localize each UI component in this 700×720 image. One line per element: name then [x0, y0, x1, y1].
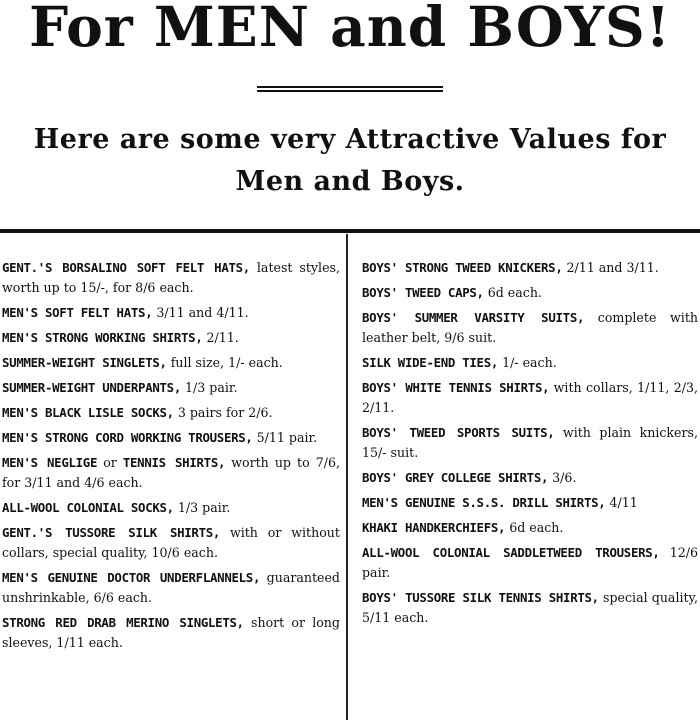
item-title: BOYS' WHITE TENNIS SHIRTS,	[362, 380, 550, 395]
item-title: BOYS' TWEED CAPS,	[362, 285, 484, 300]
list-item	[362, 468, 698, 488]
page-headline: For MEN and BOYS!	[29, 0, 671, 59]
item-details: with plain knickers, 15/- suit.	[362, 425, 698, 460]
list-item	[362, 493, 698, 513]
list-item	[2, 523, 340, 563]
item-details: 4/11	[609, 495, 638, 510]
item-title: MEN'S STRONG CORD WORKING TROUSERS,	[2, 430, 253, 445]
item-title: MEN'S GENUINE DOCTOR UNDERFLANNELS,	[2, 570, 261, 585]
item-title: MEN'S GENUINE S.S.S. DRILL SHIRTS,	[362, 495, 606, 510]
item-details: complete with leather belt, 9/6 suit.	[362, 310, 698, 345]
item-title: MEN'S BLACK LISLE SOCKS,	[2, 405, 174, 420]
list-item	[2, 303, 340, 323]
item-title: KHAKI HANDKERCHIEFS,	[362, 520, 506, 535]
item-details: full size, 1/- each.	[170, 355, 283, 370]
list-item	[2, 568, 340, 608]
item-details: 3/11 and 4/11.	[156, 305, 249, 320]
item-title: BOYS' GREY COLLEGE SHIRTS,	[362, 470, 549, 485]
list-item	[2, 403, 340, 423]
item-title-2: TENNIS SHIRTS,	[122, 455, 226, 470]
item-details: 1/- each.	[502, 355, 557, 370]
list-item	[2, 613, 340, 653]
list-item	[362, 308, 698, 348]
item-details: with or without collars, special quality, 10/6 each.	[2, 525, 340, 560]
subheadline-line-2: Men and Boys.	[235, 166, 465, 197]
item-title: BOYS' TUSSORE SILK TENNIS SHIRTS,	[362, 590, 599, 605]
item-details: 2/11.	[206, 330, 239, 345]
item-details: latest styles, worth up to 15/-, for 8/6 each.	[2, 260, 340, 295]
list-item	[362, 378, 698, 418]
list-item	[362, 283, 698, 303]
item-title: BOYS' SUMMER VARSITY SUITS,	[362, 310, 585, 325]
item-title: GENT.'S BORSALINO SOFT FELT HATS,	[2, 260, 250, 275]
list-item	[362, 423, 698, 463]
item-details: 2/11 and 3/11.	[566, 260, 659, 275]
list-item	[362, 353, 698, 373]
item-details: guaranteed unshrinkable, 6/6 each.	[2, 570, 340, 605]
item-details: 5/11 pair.	[256, 430, 318, 445]
subheadline-line-1: Here are some very Attractive Values for	[33, 124, 667, 155]
item-details: short or long sleeves, 1/11 each.	[2, 615, 340, 650]
item-details: with collars, 1/11, 2/3, 2/11.	[362, 380, 698, 415]
list-item	[2, 378, 340, 398]
list-item	[362, 258, 698, 278]
item-title: BOYS' TWEED SPORTS SUITS,	[362, 425, 555, 440]
item-title: BOYS' STRONG TWEED KNICKERS,	[362, 260, 563, 275]
list-item	[2, 328, 340, 348]
item-details: 1/3 pair.	[185, 380, 238, 395]
section-rule	[0, 229, 700, 233]
item-title: MEN'S SOFT FELT HATS,	[2, 305, 153, 320]
list-item	[2, 353, 340, 373]
list-item	[2, 258, 340, 298]
list-item	[2, 498, 340, 518]
men-items-column	[2, 258, 340, 658]
column-divider	[346, 234, 348, 720]
item-connector: or	[103, 455, 117, 470]
list-item	[362, 543, 698, 583]
item-title: MEN'S STRONG WORKING SHIRTS,	[2, 330, 203, 345]
list-item	[2, 428, 340, 448]
item-title: STRONG RED DRAB MERINO SINGLETS,	[2, 615, 244, 630]
item-title: GENT.'S TUSSORE SILK SHIRTS,	[2, 525, 221, 540]
item-title: SILK WIDE-END TIES,	[362, 355, 499, 370]
item-details: worth up to 7/6, for 3/11 and 4/6 each.	[2, 455, 341, 490]
item-title: ALL-WOOL COLONIAL SOCKS,	[2, 500, 174, 515]
item-details: 6d each.	[509, 520, 564, 535]
item-details: 1/3 pair.	[177, 500, 231, 515]
item-title: MEN'S NEGLIGE	[2, 455, 98, 470]
item-details: special quality, 5/11 each.	[362, 590, 698, 625]
item-title: SUMMER-WEIGHT UNDERPANTS,	[2, 380, 181, 395]
item-details: 3 pairs for 2/6.	[177, 405, 273, 420]
item-details: 6d each.	[487, 285, 542, 300]
boys-items-column	[362, 258, 698, 633]
headline-rule	[257, 86, 443, 92]
list-item	[2, 453, 340, 493]
item-title: SUMMER-WEIGHT SINGLETS,	[2, 355, 167, 370]
list-item	[362, 518, 698, 538]
item-details: 12/6 pair.	[362, 545, 698, 580]
item-details: 3/6.	[552, 470, 577, 485]
item-title: ALL-WOOL COLONIAL SADDLETWEED TROUSERS,	[362, 545, 660, 560]
list-item	[362, 588, 698, 628]
